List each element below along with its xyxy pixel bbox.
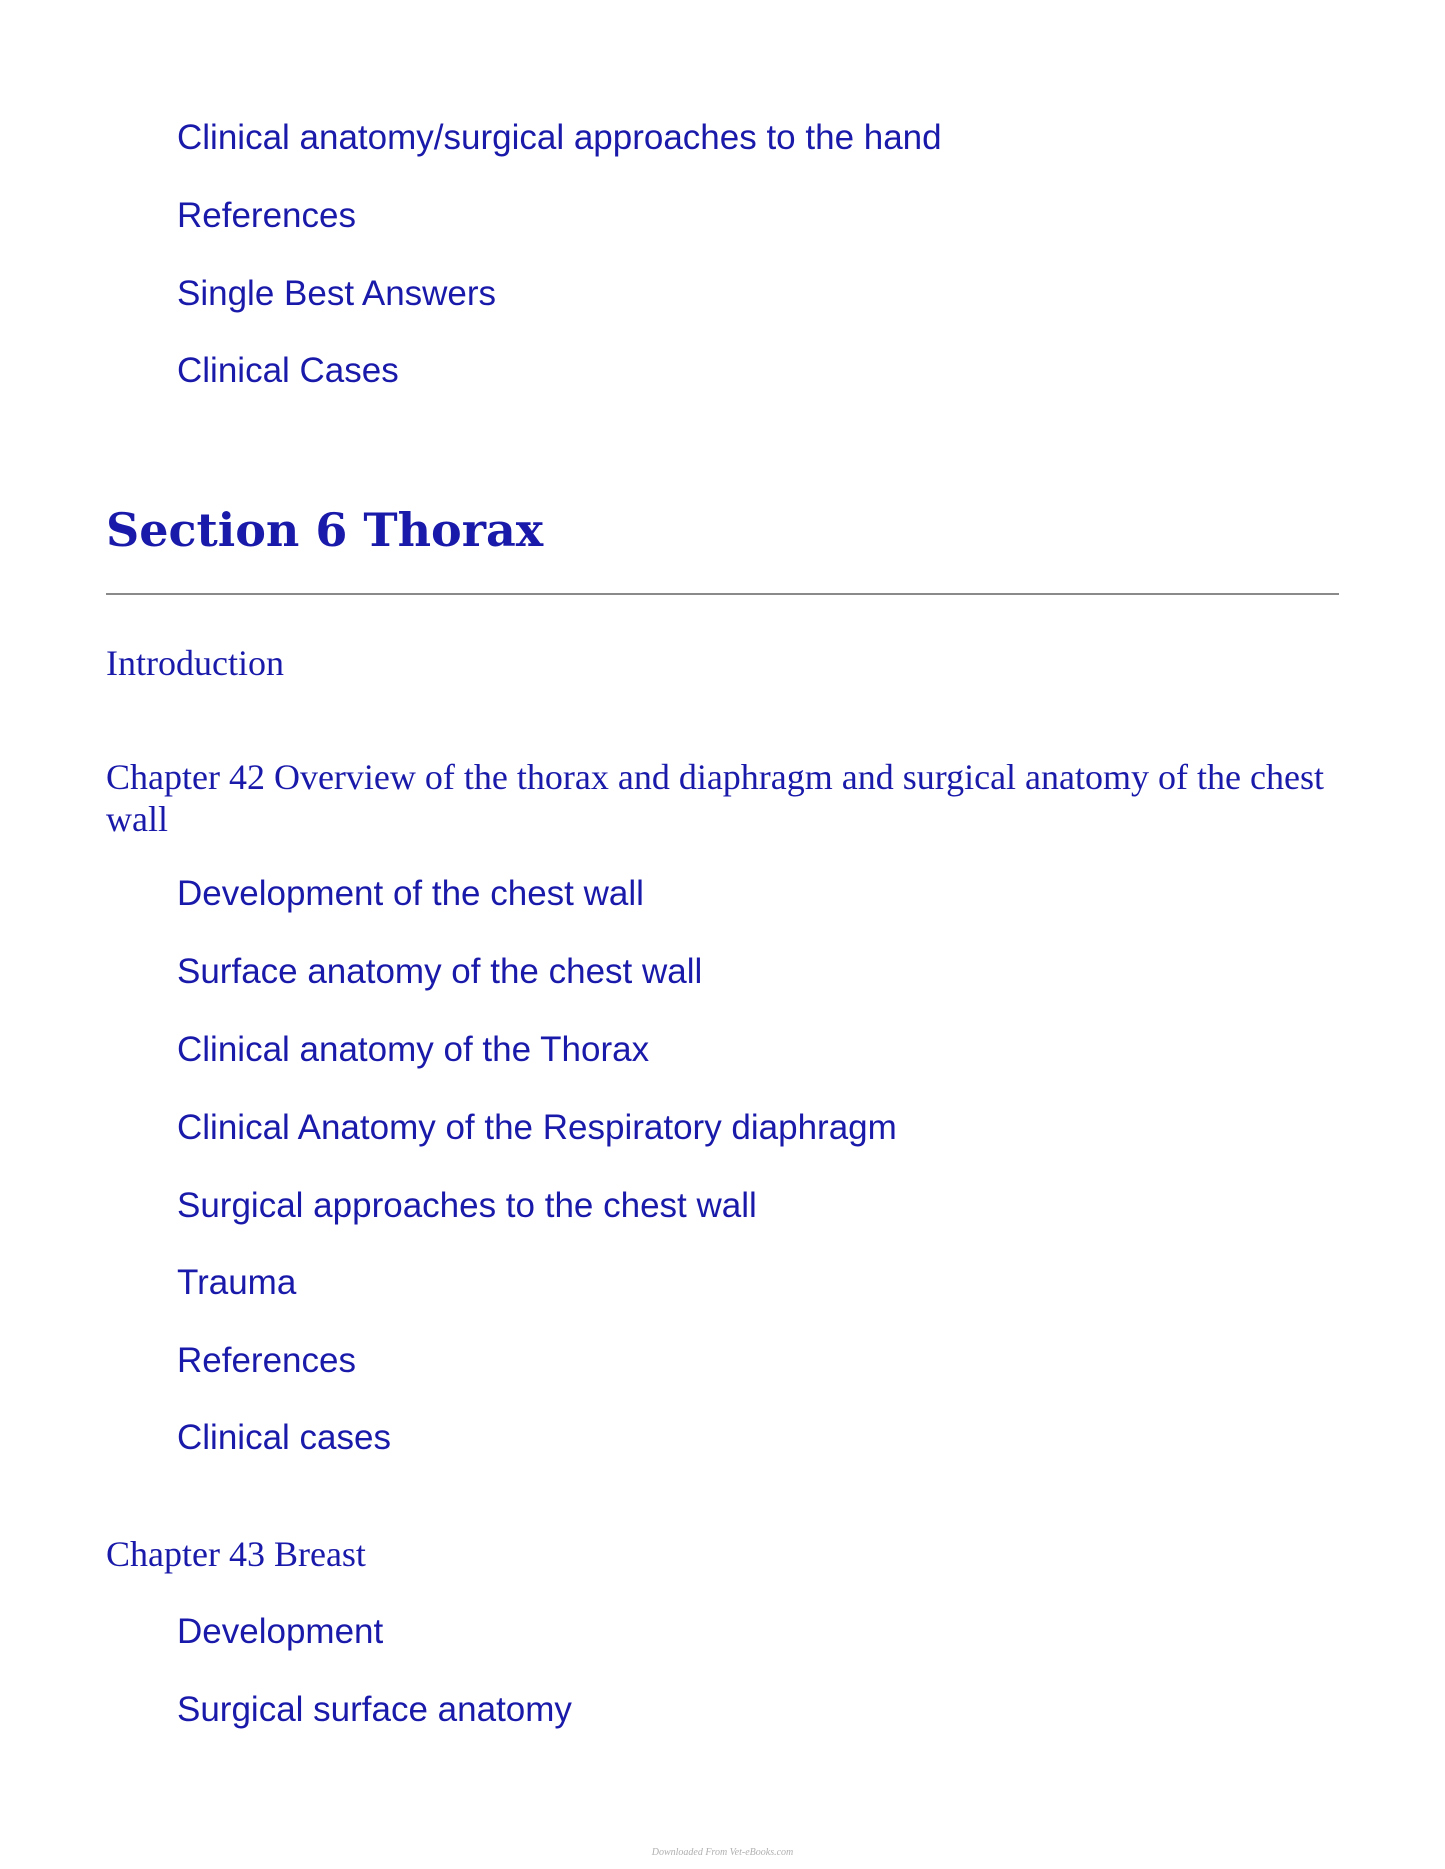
toc-link-thorax-clinical-anatomy[interactable]: Clinical anatomy of the Thorax xyxy=(177,1030,650,1069)
section-title[interactable]: Section 6 Thorax xyxy=(106,503,544,557)
toc-link-introduction[interactable]: Introduction xyxy=(106,643,284,683)
toc-link-chapter42-clinical-cases[interactable]: Clinical cases xyxy=(177,1418,391,1457)
toc-link-breast-surface-anatomy[interactable]: Surgical surface anatomy xyxy=(177,1690,572,1729)
toc-link-references[interactable]: References xyxy=(177,196,356,235)
toc-link-chest-wall-surface-anatomy[interactable]: Surface anatomy of the chest wall xyxy=(177,952,703,991)
toc-chapter-42-title[interactable]: Chapter 42 Overview of the thorax and diaphragm and surgical anatomy of the chest wall xyxy=(106,757,1324,839)
toc-link-chest-wall-development[interactable]: Development of the chest wall xyxy=(177,874,644,913)
footer-watermark: Downloaded From Vet-eBooks.com xyxy=(651,1847,794,1858)
toc-link-single-best-answers[interactable]: Single Best Answers xyxy=(177,274,497,313)
toc-chapter-43-title[interactable]: Chapter 43 Breast xyxy=(106,1534,366,1574)
toc-link-chapter42-references[interactable]: References xyxy=(177,1341,356,1380)
toc-link-breast-development[interactable]: Development xyxy=(177,1612,384,1651)
toc-link-hand-approaches[interactable]: Clinical anatomy/surgical approaches to the hand xyxy=(177,118,942,157)
section-divider xyxy=(106,593,1339,595)
toc-link-chest-wall-approaches[interactable]: Surgical approaches to the chest wall xyxy=(177,1186,757,1225)
toc-link-respiratory-diaphragm[interactable]: Clinical Anatomy of the Respiratory diaphragm xyxy=(177,1108,897,1147)
toc-link-trauma[interactable]: Trauma xyxy=(177,1263,297,1302)
toc-link-clinical-cases[interactable]: Clinical Cases xyxy=(177,351,399,390)
